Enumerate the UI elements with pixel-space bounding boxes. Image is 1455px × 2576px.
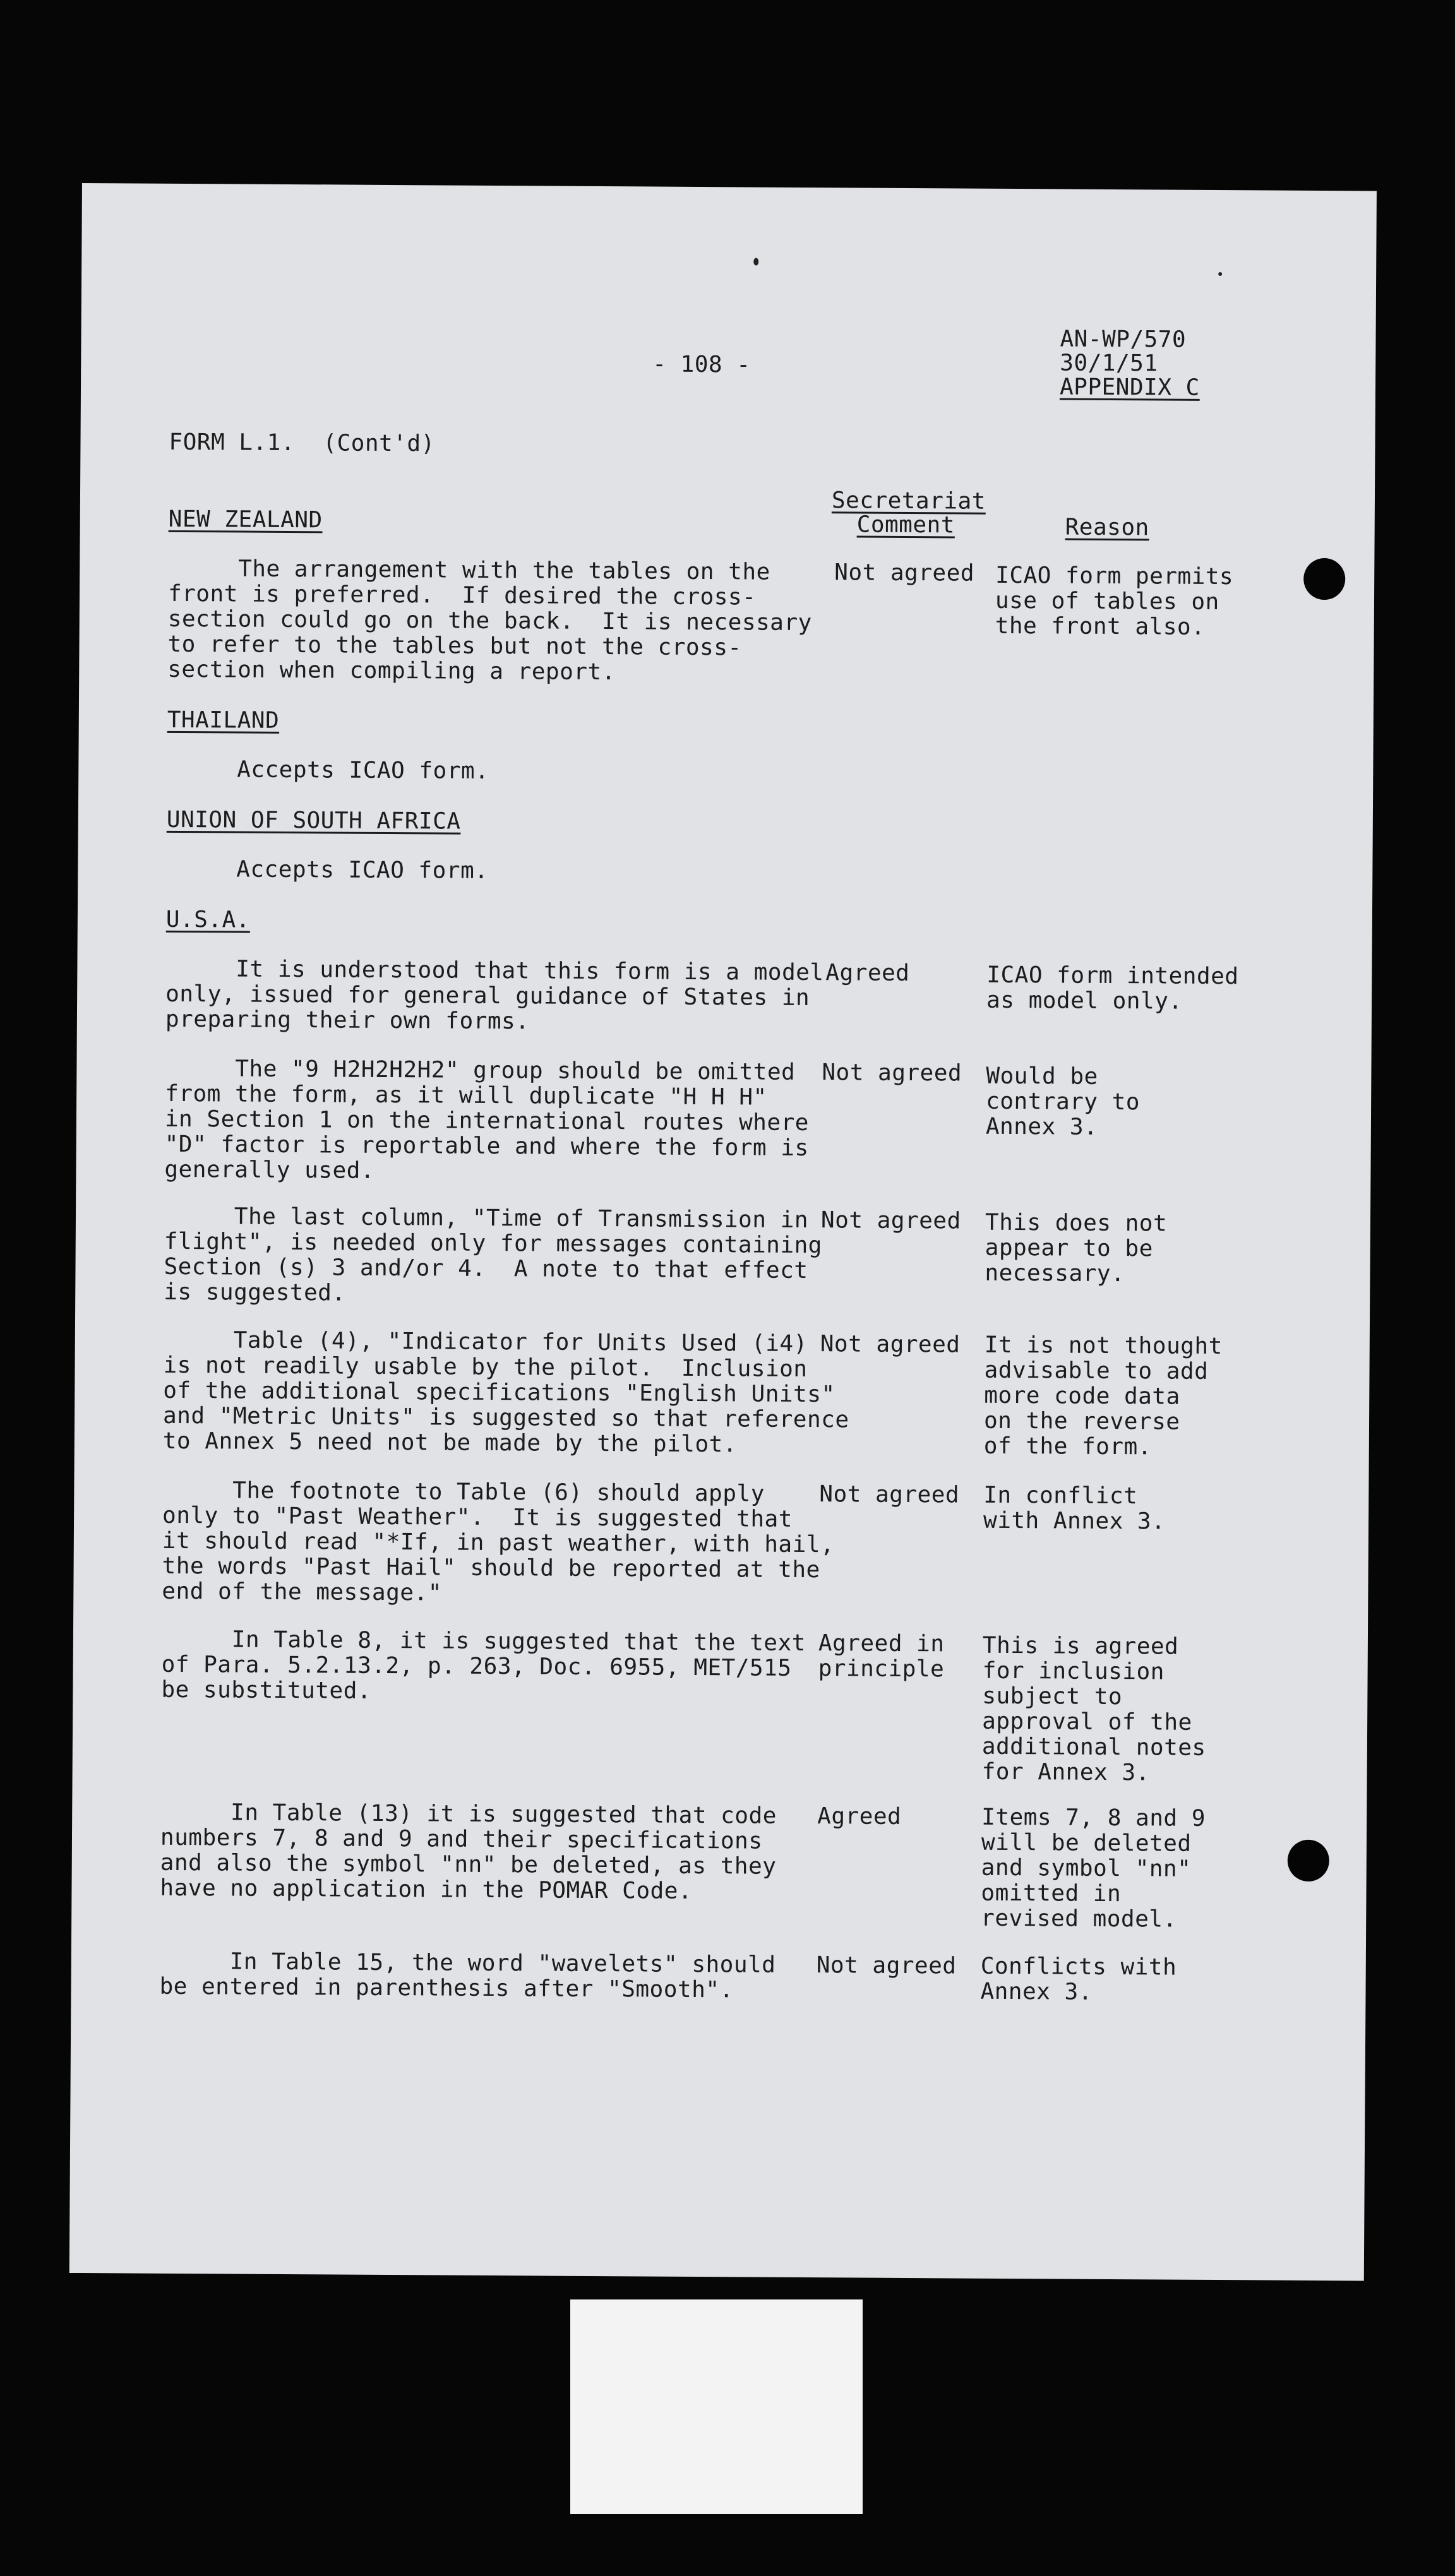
entry-reason: This does not appear to be necessary. xyxy=(985,1209,1168,1287)
page-number: - 108 - xyxy=(652,351,751,378)
entry-comment: Agreed xyxy=(825,960,910,987)
appendix-label: APPENDIX C xyxy=(1059,374,1200,401)
entry-comment: Agreed xyxy=(817,1803,902,1830)
entry-text: The arrangement with the tables on the front is preferred. If desired the cross- section could go on the back. It is necessary to refer to the tables but not the cross- section when compiling a report. xyxy=(167,555,812,686)
column-heading-comment-1: Secretariat xyxy=(831,487,986,515)
punch-hole-top xyxy=(1303,558,1345,600)
document-page xyxy=(69,183,1377,2281)
entry-comment: Not agreed xyxy=(820,1207,961,1234)
form-title: FORM L.1. (Cont'd) xyxy=(169,429,435,457)
doc-date: 30/1/51 xyxy=(1060,350,1158,377)
punch-hole-bottom xyxy=(1288,1840,1329,1881)
entry-text: Accepts ICAO form. xyxy=(167,756,489,784)
entry-comment: Agreed in principle xyxy=(818,1630,945,1683)
entry-text: It is understood that this form is a model only, issued for general guidance of States in preparing their own forms. xyxy=(165,955,824,1035)
entry-text: In Table 15, the word "wavelets" should be entered in parenthesis after "Smooth". xyxy=(159,1948,776,2003)
entry-text: In Table (13) it is suggested that code numbers 7, 8 and 9 and their specifications and also the symbol "nn" be deleted, as they have no application in the POMAR Code. xyxy=(160,1799,777,1904)
entry-text: In Table 8, it is suggested that the text of Para. 5.2.13.2, p. 263, Doc. 6955, MET/515 be substituted. xyxy=(161,1626,806,1704)
entry-comment: Not agreed xyxy=(822,1059,962,1087)
column-heading-reason: Reason xyxy=(1065,514,1149,541)
entry-reason: Would be contrary to Annex 3. xyxy=(985,1063,1141,1140)
column-heading-comment-2: Comment xyxy=(856,511,955,539)
entry-comment: Not agreed xyxy=(819,1481,960,1508)
microfilm-label-card xyxy=(570,2299,863,2514)
entry-text: Accepts ICAO form. xyxy=(166,856,489,884)
entry-reason: ICAO form intended as model only. xyxy=(986,962,1239,1015)
section-heading-south-africa: UNION OF SOUTH AFRICA xyxy=(166,806,461,835)
doc-reference: AN-WP/570 xyxy=(1060,326,1187,353)
entry-reason: Conflicts with Annex 3. xyxy=(980,1953,1177,2005)
entry-reason: This is agreed for inclusion subject to approval of the additional notes for Annex 3. xyxy=(981,1632,1206,1786)
entry-text: The "9 H2H2H2H2" group should be omitted from the form, as it will duplicate "H H H" in Section 1 on the international routes where "D" factor is reportable and where the form is generally used. xyxy=(164,1055,810,1184)
entry-text: Table (4), "Indicator for Units Used (i4) is not readily usable by the pilot. Inclusion of the additional specifications "English Units" and "Metric Units" is suggested so that reference to Annex 5 need not be made by the pilot. xyxy=(162,1327,849,1458)
entry-comment: Not agreed xyxy=(816,1952,957,1979)
entry-reason: In conflict with Annex 3. xyxy=(983,1482,1166,1535)
speck xyxy=(1218,272,1222,276)
entry-reason: It is not thought advisable to add more code data on the reverse of the form. xyxy=(983,1332,1223,1460)
entry-comment: Not agreed xyxy=(834,559,975,587)
entry-comment: Not agreed xyxy=(820,1331,961,1358)
speck xyxy=(753,258,758,265)
entry-reason: Items 7, 8 and 9 will be deleted and symbol "nn" omitted in revised model. xyxy=(981,1804,1206,1933)
section-heading-new-zealand: NEW ZEALAND xyxy=(168,506,323,534)
entry-text: The last column, "Time of Transmission in flight", is needed only for messages containing Section (s) 3 and/or 4. A note to that effect is suggested. xyxy=(164,1203,823,1306)
section-heading-thailand: THAILAND xyxy=(167,707,280,734)
section-heading-usa: U.S.A. xyxy=(165,906,251,933)
entry-reason: ICAO form permits use of tables on the front also. xyxy=(995,562,1234,640)
entry-text: The footnote to Table (6) should apply only to "Past Weather". It is suggested that it should read "*If, in past weather, with hail, the words "Past Hail" should be reported at the end of the message." xyxy=(162,1477,835,1606)
